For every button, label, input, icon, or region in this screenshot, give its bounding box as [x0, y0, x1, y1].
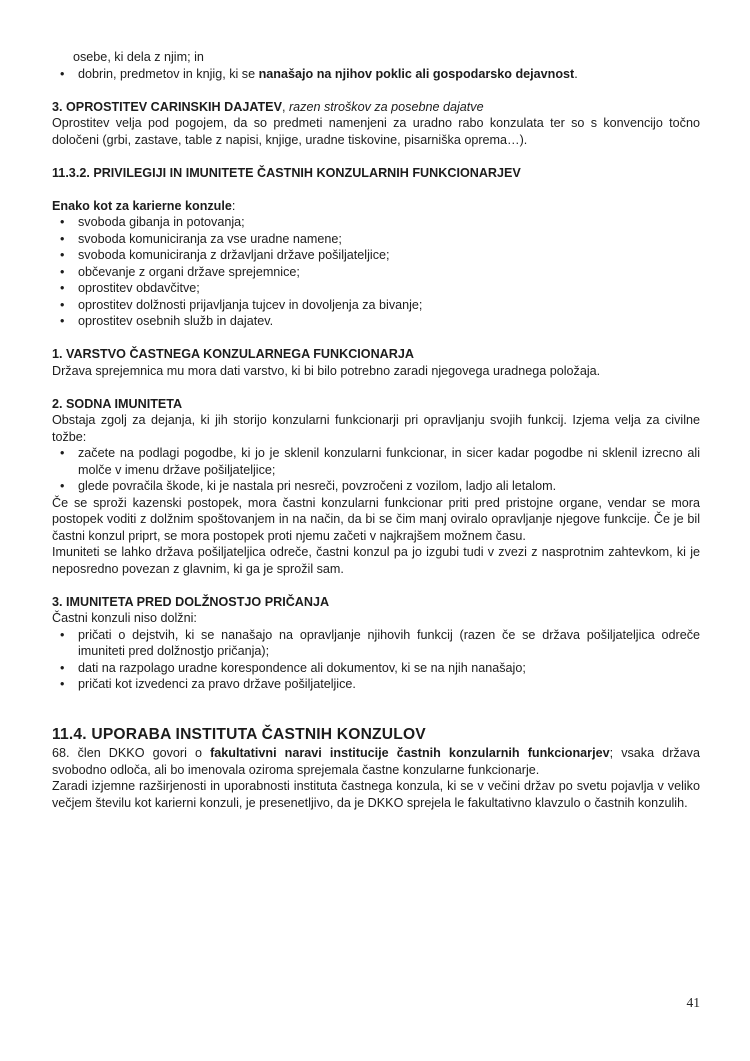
paragraph-usage-para1: [52, 745, 700, 778]
paragraph-protection-body: Država sprejemnica mu mora dati varstvo, ki bi bilo potrebno zaradi njegovega uradnega položaja.: [52, 363, 601, 378]
paragraph-customs-body: Oprostitev velja pod pogojem, da so predmeti namenjeni za uradno rabo konzulata ter so s konvencijo točno določeni (grbi, zastave, table z napisi, knjige, uradne tiskovine, pisarniška oprema…).: [52, 116, 700, 147]
paragraph-judicial-para2: Imuniteti se lahko država pošiljateljica odreče, častni konzul pa jo izgubi tudi v zvezi z nasprotnim zahtevkom, ki je neposredno povezan z glavnim, ki ga je sprožil sam.: [52, 545, 700, 576]
intro-list: [52, 49, 700, 82]
list-item: • glede povračila škode, ki je nastala pri nesreči, povzročeni z vozilom, ladjo ali letalom.: [52, 478, 700, 495]
section-heading-customs: [52, 99, 700, 116]
blank-line: [52, 693, 700, 710]
usage-bold-text: fakultativni naravi institucije častnih konzularnih funkcionarjev: [210, 746, 610, 760]
list-item: • občevanje z organi države sprejemnice;: [52, 264, 700, 281]
list-item-text: .: [574, 66, 578, 81]
section-heading-usage: 11.4. UPORABA INSTITUTA ČASTNIH KONZULOV: [52, 726, 426, 743]
list-item: • začete na podlagi pogodbe, ki jo je sklenil konzularni funkcionar, in sicer kadar pogodbe ni sklenil izrecno ali molče v imenu države pošiljateljice;: [52, 445, 700, 478]
heading-italic-text: razen stroškov za posebne dajatve: [288, 99, 484, 114]
blank-line: [52, 379, 700, 396]
list-item: • dati na razpolago uradne korespondence ali dokumentov, ki se na njih nanašajo;: [52, 660, 700, 677]
heading-bold-text: 3. OPROSTITEV CARINSKIH DAJATEV: [52, 99, 282, 114]
section-heading-protection: 1. VARSTVO ČASTNEGA KONZULARNEGA FUNKCIONARJA: [52, 347, 414, 361]
list-item: [52, 49, 700, 66]
judicial-immunity-list: [52, 445, 700, 495]
heading-separator: ,: [281, 99, 289, 114]
list-item: • pričati o dejstvih, ki se nanašajo na opravljanje njihovih funkcij (razen če se država pošiljateljica odreče imuniteti pred dolžnostjo pričanja);: [52, 627, 700, 660]
list-item: • pričati kot izvedenci za pravo države pošiljateljice.: [52, 676, 700, 693]
list-item: • oprostitev dolžnosti prijavljanja tujcev in dovoljenja za bivanje;: [52, 297, 700, 314]
testimony-immunity-list: [52, 627, 700, 693]
list-item: • oprostitev osebnih služb in dajatev.: [52, 313, 700, 330]
intro-colon: :: [231, 198, 236, 213]
section-heading-privileges: 11.3.2. PRIVILEGIJI IN IMUNITETE ČASTNIH KONZULARNIH FUNKCIONARJEV: [52, 165, 521, 180]
section-heading-judicial-immunity: 2. SODNA IMUNITETA: [52, 396, 183, 411]
privileges-list: [52, 214, 700, 330]
section-heading-testimony-immunity: 3. IMUNITETA PRED DOLŽNOSTJO PRIČANJA: [52, 594, 330, 609]
list-item-text: osebe, ki dela z njim; in: [73, 50, 204, 64]
list-item: • oprostitev obdavčitve;: [52, 280, 700, 297]
usage-text: ; vsaka država svobodno odloča, ali bo imenovala oziroma sprejemala častne konzularne funkcionarje.: [52, 746, 700, 777]
blank-line: [52, 181, 700, 198]
paragraph-usage-para2: Zaradi izjemne razširjenosti in uporabnosti instituta častnega konzula, ki se v večini držav po svetu pojavlja v veliko večjem številu kot karierni konzuli, je presenetljivo, da je DKKO sprejela le fakultativno klavzulo o častnih konzulih.: [52, 779, 700, 810]
blank-line: [52, 82, 700, 99]
paragraph-privileges-intro: [52, 198, 700, 215]
paragraph-judicial-para1: Če se sproži kazenski postopek, mora častni konzularni funkcionar priti pred pristojne organe, vendar se mora postopek voditi z dolžnim spoštovanjem in na način, da bi se čim manj oviralo opravljanje njegove funkcije. Če je bil častni konzul priprt, se mora postopek proti njemu začeti v najkrajšem možnem času.: [52, 495, 700, 543]
list-item: • svoboda komuniciranja z državljani države pošiljateljice;: [52, 247, 700, 264]
blank-line: [52, 148, 700, 165]
page-number: 41: [686, 995, 700, 1010]
paragraph-judicial-intro: Obstaja zgolj za dejanja, ki jih storijo konzularni funkcionarji pri opravljanju svojih funkcij. Izjema velja za civilne tožbe:: [52, 413, 700, 444]
blank-line: [52, 330, 700, 347]
list-item: • svoboda gibanja in potovanja;: [52, 214, 700, 231]
intro-bold-text: Enako kot za karierne konzule: [52, 198, 232, 213]
list-item: • svoboda komuniciranja za vse uradne namene;: [52, 231, 700, 248]
document-content: [52, 49, 700, 811]
list-item-text-bold: nanašajo na njihov poklic ali gospodarsko dejavnost: [258, 66, 575, 81]
blank-line: [52, 577, 700, 594]
list-item-text: dobrin, predmetov in knjig, ki se: [78, 66, 259, 81]
usage-text: 68. člen DKKO govori o: [52, 746, 211, 760]
list-item: [52, 66, 700, 83]
paragraph-testimony-intro: Častni konzuli niso dolžni:: [52, 611, 197, 625]
